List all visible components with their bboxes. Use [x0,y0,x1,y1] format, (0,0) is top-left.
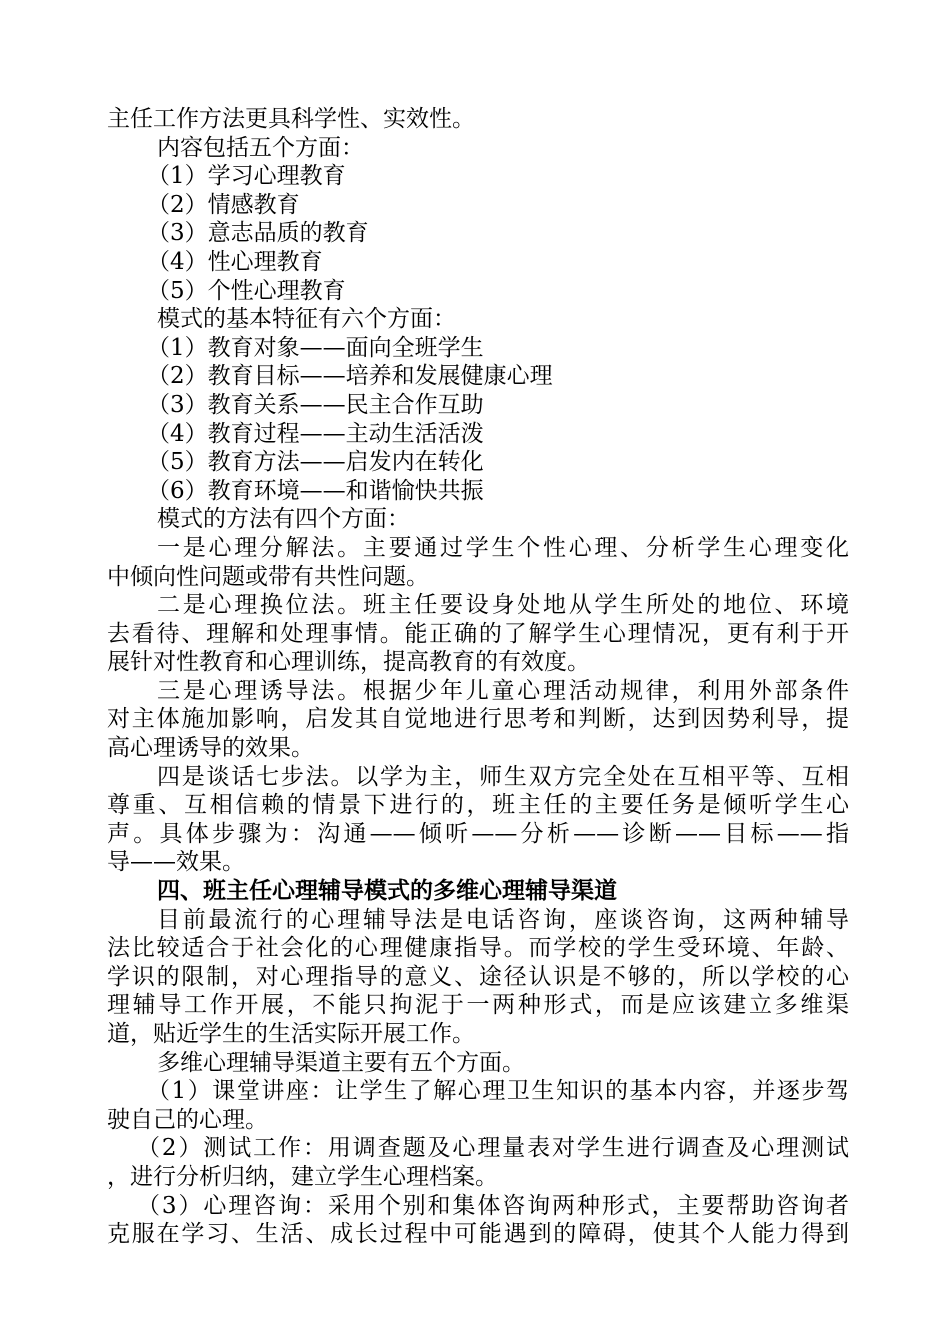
paragraph-line: 目前最流行的心理辅导法是电话咨询，座谈咨询，这两种辅导 [157,906,849,933]
paragraph-line: 高心理诱导的效果。 [107,735,314,762]
list-item: （2）教育目标——培养和发展健康心理 [147,363,553,390]
paragraph-line: 声。具体步骤为：沟通——倾听——分析——诊断——目标——指 [107,820,849,847]
text-line: 内容包括五个方面： [157,134,364,161]
paragraph-line: 二是心理换位法。班主任要设身处地从学生所处的地位、环境 [157,592,849,619]
text-line: 多维心理辅导渠道主要有五个方面。 [157,1049,525,1076]
paragraph-line: 导——效果。 [107,849,245,876]
paragraph-line: 尊重、互相信赖的情景下进行的，班主任的主要任务是倾听学生心 [107,792,849,819]
list-item: （1）教育对象——面向全班学生 [147,334,484,361]
list-item: （4）性心理教育 [147,248,323,275]
paragraph-line: 去看待、理解和处理事情。能正确的了解学生心理情况，更有利于开 [107,620,849,647]
paragraph-line: 驶自己的心理。 [107,1106,268,1133]
paragraph-line: 学识的限制，对心理指导的意义、途径认识是不够的，所以学校的心 [107,963,849,990]
paragraph-line: 展针对性教育和心理训练，提高教育的有效度。 [107,649,590,676]
paragraph-line: 理辅导工作开展，不能只拘泥于一两种形式，而是应该建立多维渠 [107,992,849,1019]
paragraph-line: （3）心理咨询：采用个别和集体咨询两种形式，主要帮助咨询者 [137,1192,849,1219]
paragraph-line: ，进行分析归纳，建立学生心理档案。 [107,1163,498,1190]
list-item: （1）学习心理教育 [147,163,346,190]
list-item: （6）教育环境——和谐愉快共振 [147,477,484,504]
paragraph-line: 克服在学习、生活、成长过程中可能遇到的障碍，使其个人能力得到 [107,1221,849,1248]
paragraph-line: 四是谈话七步法。以学为主，师生双方完全处在互相平等、互相 [157,763,849,790]
list-item: （5）教育方法——启发内在转化 [147,449,484,476]
text-line: 模式的方法有四个方面： [157,506,410,533]
text-line: 模式的基本特征有六个方面： [157,306,456,333]
list-item: （2）情感教育 [147,191,300,218]
list-item: （3）意志品质的教育 [147,220,369,247]
paragraph-line: （2）测试工作：用调查题及心理量表对学生进行调查及心理测试 [137,1135,849,1162]
paragraph-line: 三是心理诱导法。根据少年儿童心理活动规律，利用外部条件 [157,677,849,704]
list-item: （4）教育过程——主动生活活泼 [147,420,484,447]
paragraph-line: 法比较适合于社会化的心理健康指导。而学校的学生受环境、年龄、 [107,935,849,962]
text-line: 主任工作方法更具科学性、实效性。 [107,106,475,132]
document-page [107,105,849,1249]
paragraph-line: 中倾向性问题或带有共性问题。 [107,563,429,590]
paragraph-line: 一是心理分解法。主要通过学生个性心理、分析学生心理变化 [157,534,849,561]
paragraph-line: （1）课堂讲座：让学生了解心理卫生知识的基本内容，并逐步驾 [147,1078,849,1105]
section-heading: 四、班主任心理辅导模式的多维心理辅导渠道 [157,877,617,905]
paragraph-line: 道，贴近学生的生活实际开展工作。 [107,1021,475,1047]
list-item: （3）教育关系——民主合作互助 [147,391,484,418]
list-item: （5）个性心理教育 [147,277,346,304]
paragraph-line: 对主体施加影响，启发其自觉地进行思考和判断，达到因势利导，提 [107,706,849,733]
